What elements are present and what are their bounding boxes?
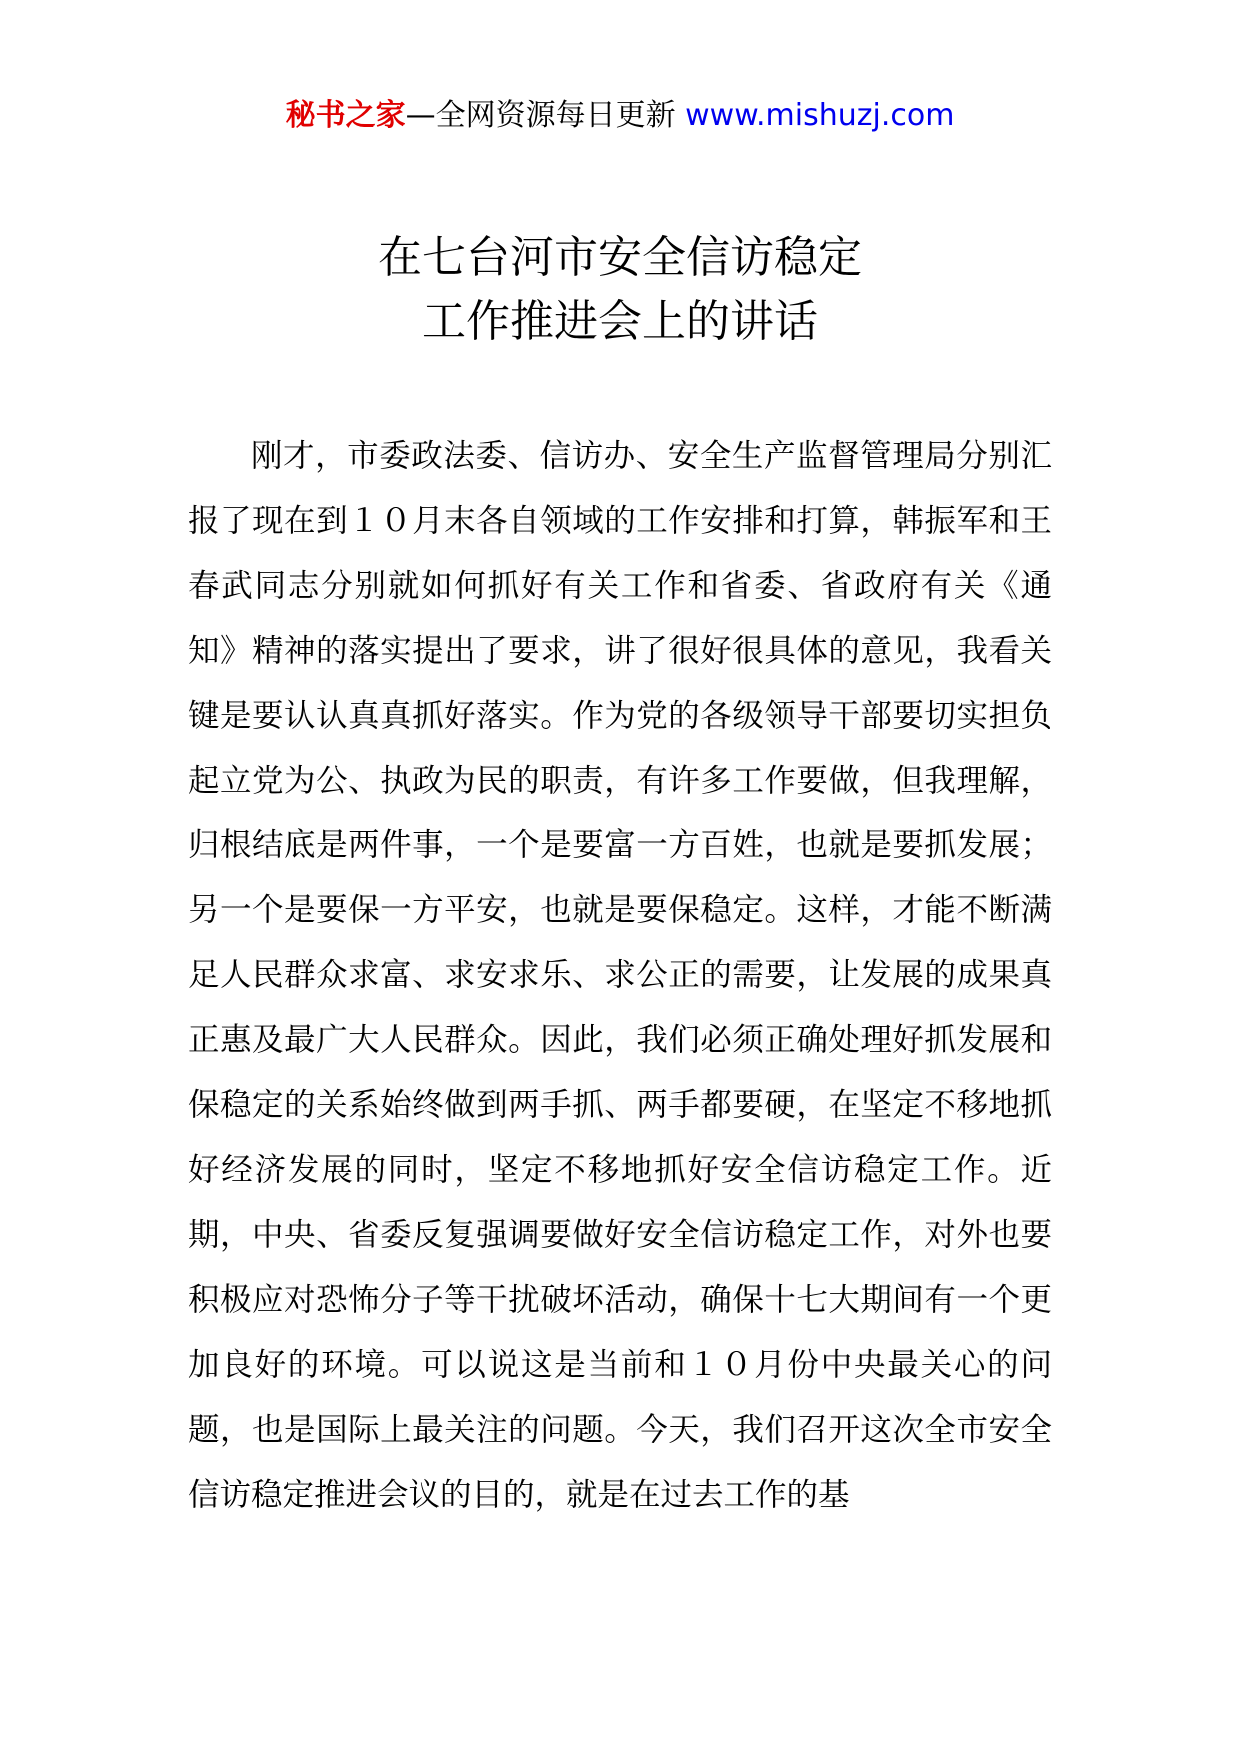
document-title [0,226,1240,354]
site-url-link[interactable]: www.mishuzj.com [685,98,955,133]
title-line-1: 在七台河市安全信访稳定 [378,232,862,283]
site-header [0,96,1240,136]
body-paragraph: 刚才，市委政法委、信访办、安全生产监督管理局分别汇报了现在到１０月末各自领域的工作安排和打算，韩振军和王春武同志分别就如何抓好有关工作和省委、省政府有关《通知》精神的落实提出了要求，讲了很好很具体的意见，我看关键是要认认真真抓好落实。作为党的各级领导干部要切实担负起立党为公、执政为民的职责，有许多工作要做，但我理解，归根结底是两件事，一个是要富一方百姓，也就是要抓发展；另一个是要保一方平安，也就是要保稳定。这样，才能不断满足人民群众求富、求安求乐、求公正的需要，让发展的成果真正惠及最广大人民群众。因此，我们必须正确处理好抓发展和保稳定的关系始终做到两手抓、两手都要硬，在坚定不移地抓好经济发展的同时，坚定不移地抓好安全信访稳定工作。近期，中央、省委反复强调要做好安全信访稳定工作，对外也要积极应对恐怖分子等干扰破坏活动，确保十七大期间有一个更加良好的环境。可以说这是当前和１０月份中央最关心的问题，也是国际上最关注的问题。今天，我们召开这次全市安全信访稳定推进会议的目的，就是在过去工作的基 [188,438,1052,1513]
title-line-2: 工作推进会上的讲话 [422,296,818,347]
site-slogan: —全网资源每日更新 [405,98,686,133]
site-brand: 秘书之家 [285,98,406,133]
